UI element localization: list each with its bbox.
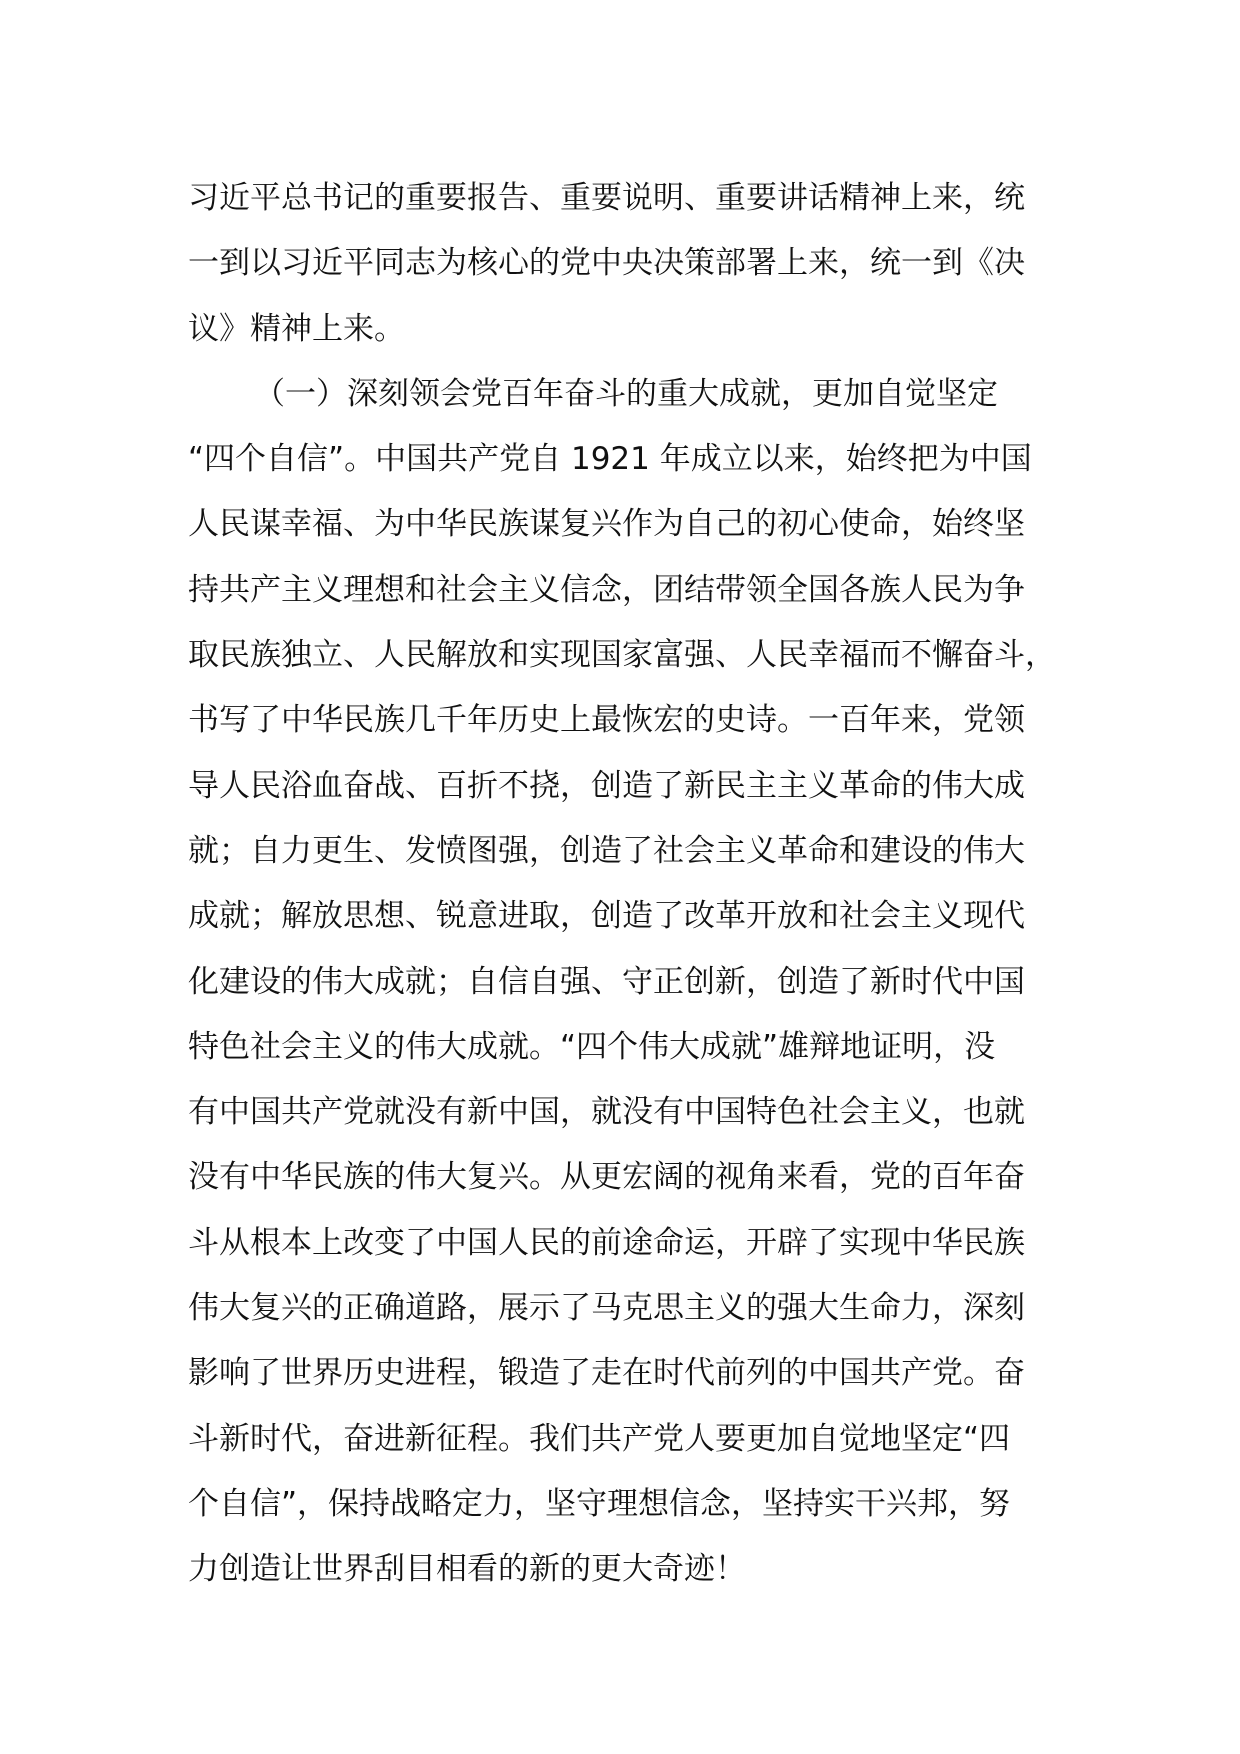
text-line: 书写了中华民族几千年历史上最恢宏的史诗。一百年来，党领 xyxy=(188,702,1025,739)
text-line: 成就；解放思想、锐意进取，创造了改革开放和社会主义现代 xyxy=(188,898,1025,935)
text-line: 导人民浴血奋战、百折不挠，创造了新民主主义革命的伟大成 xyxy=(188,767,1025,804)
text-line: 斗从根本上改变了中国人民的前途命运，开辟了实现中华民族 xyxy=(188,1224,1025,1261)
text-line: 取民族独立、人民解放和实现国家富强、人民幸福而不懈奋斗， xyxy=(188,637,1056,674)
section-heading-line: （一）深刻领会党百年奋斗的重大成就，更加自觉坚定 xyxy=(254,375,998,412)
text-line: 议》精神上来。 xyxy=(188,310,405,347)
document-body xyxy=(188,166,1088,1603)
text-line: 影响了世界历史进程，锻造了走在时代前列的中国共产党。奋 xyxy=(188,1355,1025,1392)
text-line: 一到以习近平同志为核心的党中央决策部署上来，统一到《决 xyxy=(188,245,1025,282)
text-line: 没有中华民族的伟大复兴。从更宏阔的视角来看，党的百年奋 xyxy=(188,1159,1025,1196)
text-line: 有中国共产党就没有新中国，就没有中国特色社会主义，也就 xyxy=(188,1094,1025,1131)
text-line: 持共产主义理想和社会主义信念，团结带领全国各族人民为争 xyxy=(188,571,1025,608)
text-line: 个自信”，保持战略定力，坚守理想信念，坚持实干兴邦，努 xyxy=(188,1485,1011,1522)
text-line: 特色社会主义的伟大成就。“四个伟大成就”雄辩地证明，没 xyxy=(188,1028,996,1065)
text-line: “四个自信”。中国共产党自 1921 年成立以来，始终把为中国 xyxy=(188,441,1032,478)
text-line: 人民谋幸福、为中华民族谋复兴作为自己的初心使命，始终坚 xyxy=(188,506,1025,543)
text-line: 化建设的伟大成就；自信自强、守正创新，创造了新时代中国 xyxy=(188,963,1025,1000)
text-line: 斗新时代，奋进新征程。我们共产党人要更加自觉地坚定“四 xyxy=(188,1420,1011,1457)
text-line: 就；自力更生、发愤图强，创造了社会主义革命和建设的伟大 xyxy=(188,832,1025,869)
text-line: 力创造让世界刮目相看的新的更大奇迹！ xyxy=(188,1551,746,1588)
text-line: 习近平总书记的重要报告、重要说明、重要讲话精神上来，统 xyxy=(188,180,1025,216)
text-line: 伟大复兴的正确道路，展示了马克思主义的强大生命力，深刻 xyxy=(188,1290,1025,1327)
